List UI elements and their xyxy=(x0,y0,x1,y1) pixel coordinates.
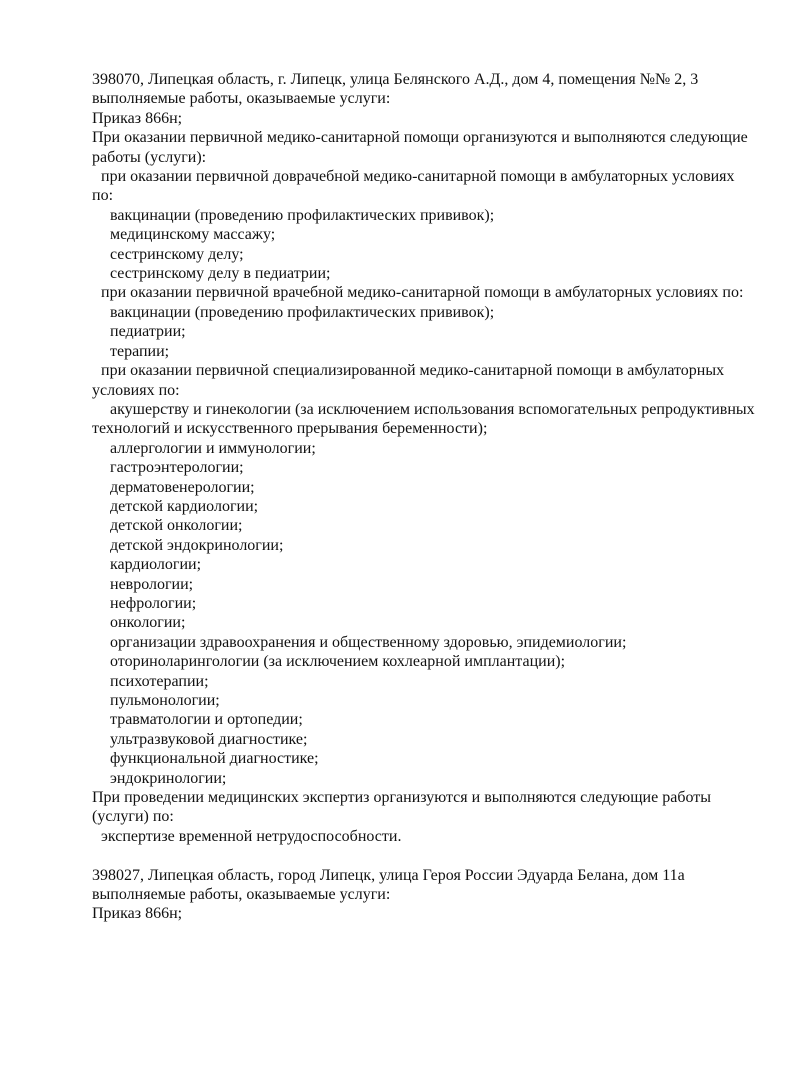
order-ref: Приказ 866н; xyxy=(92,109,183,127)
list-item: педиатрии; xyxy=(110,323,186,341)
address: 398070, Липецкая область, г. Липецк, улица Белянского А.Д., дом 4, помещения №№ 2, 3 xyxy=(92,71,699,88)
list-item: экспертизе временной нетрудоспособности. xyxy=(101,827,402,845)
expertise-title-cont: (услуги) по: xyxy=(92,808,174,826)
list-item: организации здравоохранения и общественному здоровью, эпидемиологии; xyxy=(110,633,627,651)
document-page xyxy=(92,70,772,924)
list-item: оториноларингологии (за исключением кохлеарной имплантации); xyxy=(110,653,566,671)
order-ref: Приказ 866н; xyxy=(92,905,183,923)
list-item: акушерству и гинекологии (за исключением использования вспомогательных репродуктивных xyxy=(110,400,755,418)
list-item: вакцинации (проведению профилактических прививок); xyxy=(110,303,495,321)
license-section-1 xyxy=(92,70,772,846)
list-item: терапии; xyxy=(110,342,170,360)
list-item: кардиологии; xyxy=(110,556,202,574)
group-title-specialized: при оказании первичной специализированной медико-санитарной помощи в амбулаторных xyxy=(101,362,725,380)
list-item: дерматовенерологии; xyxy=(110,478,255,496)
group-title-prehospital-cont: по: xyxy=(92,187,114,205)
works-label: выполняемые работы, оказываемые услуги: xyxy=(92,90,391,108)
group-title-prehospital: при оказании первичной доврачебной медико-санитарной помощи в амбулаторных условиях xyxy=(101,168,735,186)
list-item: детской кардиологии; xyxy=(110,497,259,515)
group-title-specialized-cont: условиях по: xyxy=(92,381,180,399)
list-item: гастроэнтерологии; xyxy=(110,459,244,477)
list-item: пульмонологии; xyxy=(110,692,220,709)
expertise-title: При проведении медицинских экспертиз организуются и выполняются следующие работы xyxy=(92,789,711,807)
list-item: функциональной диагностике; xyxy=(110,750,319,768)
intro-text-cont: работы (услуги): xyxy=(92,148,207,166)
list-item: эндокринологии; xyxy=(110,769,227,787)
list-item: детской онкологии; xyxy=(110,517,243,535)
list-item: травматологии и ортопедии; xyxy=(110,711,303,729)
list-item: аллергологии и иммунологии; xyxy=(110,439,316,457)
intro-text: При оказании первичной медико-санитарной помощи организуются и выполняются следующие xyxy=(92,129,748,147)
list-item: вакцинации (проведению профилактических прививок); xyxy=(110,206,495,224)
section-spacer xyxy=(92,846,772,865)
list-item: сестринскому делу в педиатрии; xyxy=(110,265,331,283)
license-section-2 xyxy=(92,866,772,924)
list-item: неврологии; xyxy=(110,575,194,593)
list-item-cont: технологий и искусственного прерывания беременности); xyxy=(92,420,488,438)
list-item: нефрологии; xyxy=(110,594,197,612)
address: 398027, Липецкая область, город Липецк, улица Героя России Эдуарда Белана, дом 11а xyxy=(92,866,685,884)
list-item: ультразвуковой диагностике; xyxy=(110,730,308,748)
list-item: детской эндокринологии; xyxy=(110,536,284,554)
group-title-physician: при оказании первичной врачебной медико-санитарной помощи в амбулаторных условиях по: xyxy=(101,284,744,302)
list-item: психотерапии; xyxy=(110,672,209,690)
list-item: медицинскому массажу; xyxy=(110,226,276,244)
works-label: выполняемые работы, оказываемые услуги: xyxy=(92,886,391,904)
list-item: онкологии; xyxy=(110,614,186,632)
list-item: сестринскому делу; xyxy=(110,245,244,263)
